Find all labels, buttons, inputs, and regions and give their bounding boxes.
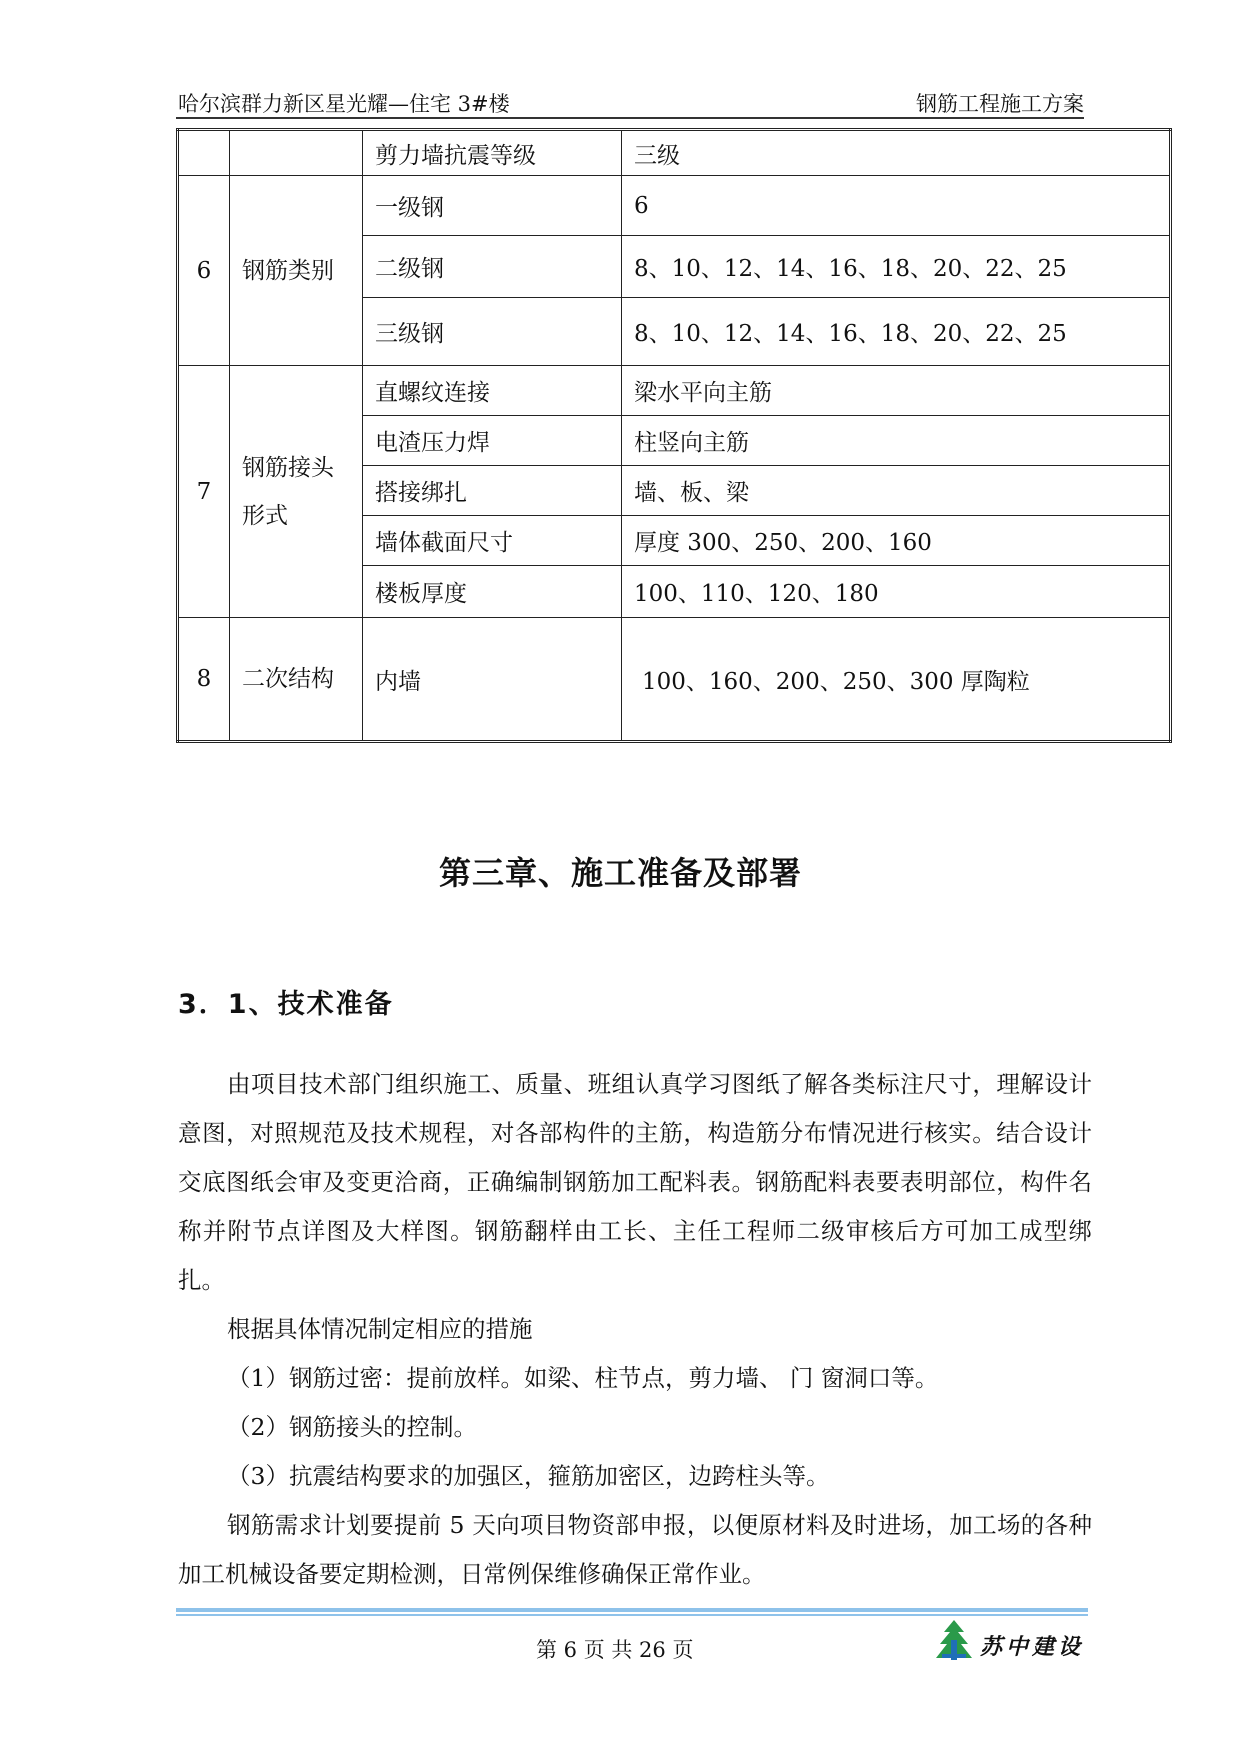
page-number: 第 6 页 共 26 页 [536, 1638, 694, 1662]
table-row [178, 176, 1171, 236]
table-cell-val: 100、110、120、180 [622, 566, 1171, 618]
table-cell-val: 墙、板、梁 [622, 466, 1171, 516]
paragraph: 钢筋需求计划要提前 5 天向项目物资部申报，以便原材料及时进场，加工场的各种加工机械设备要定期检测，日常例保维修确保正常作业。 [178, 1511, 1092, 1588]
table-cell-sub: 内墙 [363, 618, 622, 742]
table-row [178, 618, 1171, 742]
table-cell-val: 三级 [622, 130, 1171, 176]
table-cell-val: 柱竖向主筋 [622, 416, 1171, 466]
table-cell-sub: 墙体截面尺寸 [363, 516, 622, 566]
row-number: 8 [178, 618, 230, 742]
header-project-title: 哈尔滨群力新区星光耀—住宅 3#楼 [178, 92, 510, 116]
list-item: （1）钢筋过密：提前放样。如梁、柱节点，剪力墙、 门 窗洞口等。 [227, 1364, 939, 1392]
table-cell-val: 厚度 300、250、200、160 [622, 516, 1171, 566]
company-logo-icon [934, 1618, 974, 1662]
table-cell-val: 8、10、12、14、16、18、20、22、25 [622, 236, 1171, 298]
rebar-spec-table [176, 128, 1172, 743]
list-item: （3）抗震结构要求的加强区，箍筋加密区，边跨柱头等。 [227, 1462, 830, 1490]
company-name: 苏中建设 [980, 1634, 1085, 1660]
table-cell-val: 100、160、200、250、300 厚陶粒 [622, 618, 1171, 742]
body-text [178, 1060, 1092, 1599]
table-cell-sub: 一级钢 [363, 176, 622, 236]
table-cell-val: 6 [622, 176, 1171, 236]
table-cell-sub: 二级钢 [363, 236, 622, 298]
table-cell-sub: 楼板厚度 [363, 566, 622, 618]
table-cell-sub: 搭接绑扎 [363, 466, 622, 516]
table-cell [230, 130, 363, 176]
footer-divider [176, 1614, 1088, 1616]
row-category: 钢筋接头形式 [230, 366, 363, 618]
paragraph: 由项目技术部门组织施工、质量、班组认真学习图纸了解各类标注尺寸，理解设计意图，对照规范及技术规程，对各部构件的主筋，构造筋分布情况进行核实。结合设计交底图纸会审及变更洽商，正确编制钢筋加工配料表。钢筋配料表要表明部位，构件名称并附节点详图及大样图。钢筋翻样由工长、主任工程师二级审核后方可加工成型绑扎。 [178, 1070, 1092, 1294]
section-title: 3．1、技术准备 [178, 989, 394, 1020]
table-cell [178, 130, 230, 176]
row-number: 7 [178, 366, 230, 618]
list-item: （2）钢筋接头的控制。 [227, 1413, 477, 1441]
table-row [178, 130, 1171, 176]
chapter-title: 第三章、施工准备及部署 [438, 854, 802, 892]
table-cell-sub: 直螺纹连接 [363, 366, 622, 416]
row-number: 6 [178, 176, 230, 366]
table-cell-sub: 电渣压力焊 [363, 416, 622, 466]
table-cell-val: 8、10、12、14、16、18、20、22、25 [622, 298, 1171, 366]
table-cell-val: 梁水平向主筋 [622, 366, 1171, 416]
footer-divider [176, 1608, 1088, 1612]
row-category: 钢筋类别 [230, 176, 363, 366]
header-divider [176, 117, 1084, 119]
table-row [178, 366, 1171, 416]
paragraph: 根据具体情况制定相应的措施 [227, 1315, 533, 1343]
header-document-title: 钢筋工程施工方案 [916, 92, 1084, 116]
row-category: 二次结构 [230, 618, 363, 742]
table-cell-sub: 三级钢 [363, 298, 622, 366]
table-cell-sub: 剪力墙抗震等级 [363, 130, 622, 176]
